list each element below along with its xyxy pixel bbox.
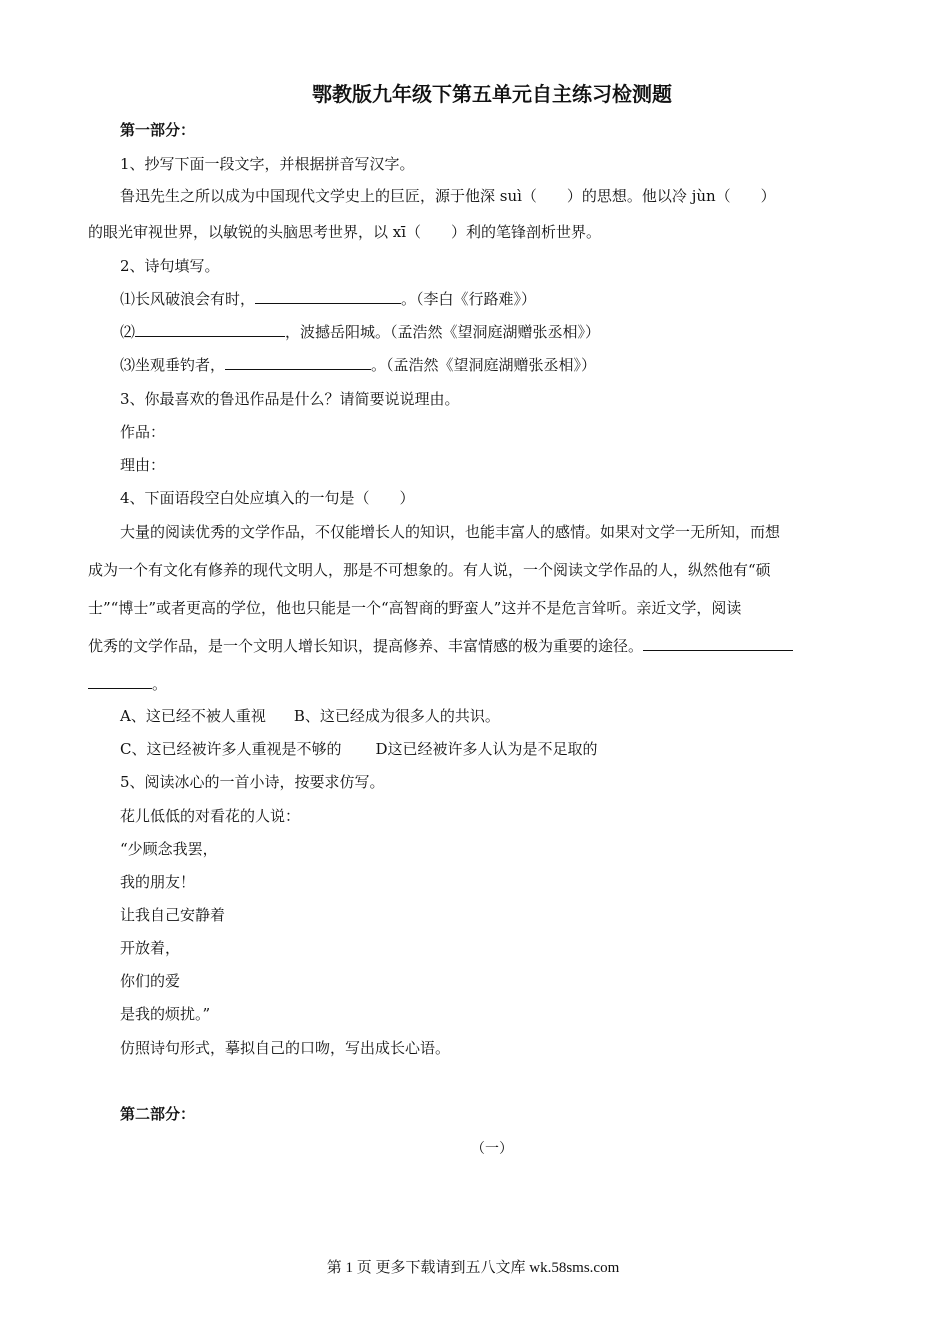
q2-item2-start: ⑵ — [120, 323, 136, 341]
poem-line: 是我的烦扰。” — [120, 1005, 211, 1023]
part2-section-label: （一） — [471, 1141, 513, 1157]
q2-item3 — [120, 355, 596, 375]
q4-options-row1 — [120, 706, 500, 726]
poem-line: 你们的爱 — [120, 972, 181, 990]
q1-prompt: 1、抄写下面一段文字，并根据拼音写汉字。 — [120, 155, 415, 173]
poem-line: “少顾念我罢， — [120, 840, 218, 858]
q4-option-d: D这已经被许多人认为是不足取的 — [375, 740, 598, 758]
q4-option-c: C、这已经被许多人重视是不够的 — [120, 740, 342, 758]
q2-item2-end: ，波撼岳阳城。（孟浩然《望洞庭湖赠张丞相》） — [285, 323, 601, 341]
q4-option-b: B、这已经成为很多人的共识。 — [293, 707, 500, 725]
q2-item2 — [120, 322, 600, 342]
part1-heading: 第一部分： — [120, 121, 196, 139]
q4-passage-line1: 大量的阅读优秀的文学作品，不仅能增长人的知识，也能丰富人的感情。如果对文学一无所知，而想 — [120, 523, 781, 541]
q2-item3-end: 。（孟浩然《望洞庭湖赠张丞相》） — [371, 356, 597, 374]
q4-passage-line5 — [88, 674, 860, 694]
poem-line: 开放着， — [120, 939, 181, 957]
q2-item3-start: ⑶坐观垂钓者， — [120, 356, 226, 374]
q4-passage-line4 — [88, 636, 860, 656]
q2-item2-blank[interactable] — [135, 322, 285, 337]
q2-prompt: 2、诗句填写。 — [120, 257, 220, 275]
q3-reason-label: 理由： — [120, 456, 166, 474]
q2-item1-blank[interactable] — [255, 289, 401, 304]
q2-item1-end: 。（李白《行路难》） — [401, 290, 537, 308]
q5-task: 仿照诗句形式，摹拟自己的口吻，写出成长心语。 — [120, 1039, 451, 1057]
q2-item3-blank[interactable] — [225, 355, 371, 370]
q4-passage-line2: 成为一个有文化有修养的现代文明人，那是不可想象的。有人说，一个阅读文学作品的人，纵然他有“硕 — [88, 561, 771, 579]
q4-options-row2 — [120, 739, 598, 759]
poem-line: 花儿低低的对看花的人说： — [120, 807, 301, 825]
poem-line: 让我自己安静着 — [120, 906, 226, 924]
q2-item1 — [120, 289, 536, 309]
q4-answer-blank[interactable] — [643, 636, 793, 651]
q4-passage-line3: 士”“博士”或者更高的学位，他也只能是一个“高智商的野蛮人”这并不是危言耸听。亲近文学，阅读 — [88, 599, 742, 617]
q2-item1-start: ⑴长风破浪会有时， — [120, 290, 256, 308]
q3-work-label: 作品： — [120, 423, 166, 441]
q4-passage-line5-end: 。 — [152, 675, 168, 693]
page-footer: 第 1 页 更多下载请到五八文库 wk.58sms.com — [326, 1260, 620, 1276]
q1-text-line1: 鲁迅先生之所以成为中国现代文学史上的巨匠，源于他深 suì（ ）的思想。他以冷 jùn（ ） — [120, 187, 776, 205]
q4-prompt: 4、下面语段空白处应填入的一句是（ ） — [120, 489, 415, 507]
document-title: 鄂教版九年级下第五单元自主练习检测题 — [312, 82, 672, 106]
poem-line: 我的朋友！ — [120, 873, 196, 891]
q5-prompt: 5、阅读冰心的一首小诗，按要求仿写。 — [120, 773, 385, 791]
q4-answer-blank-cont[interactable] — [88, 674, 152, 689]
q4-option-a: A、这已经不被人重视 — [120, 707, 266, 725]
part2-heading: 第二部分： — [120, 1105, 196, 1123]
q3-prompt: 3、你最喜欢的鲁迅作品是什么？请简要说说理由。 — [120, 390, 460, 408]
q4-passage-line4-text: 优秀的文学作品，是一个文明人增长知识，提高修养、丰富情感的极为重要的途径。 — [88, 637, 644, 655]
q1-text-line2: 的眼光审视世界，以敏锐的头脑思考世界，以 xī（ ）利的笔锋剖析世界。 — [88, 223, 602, 241]
